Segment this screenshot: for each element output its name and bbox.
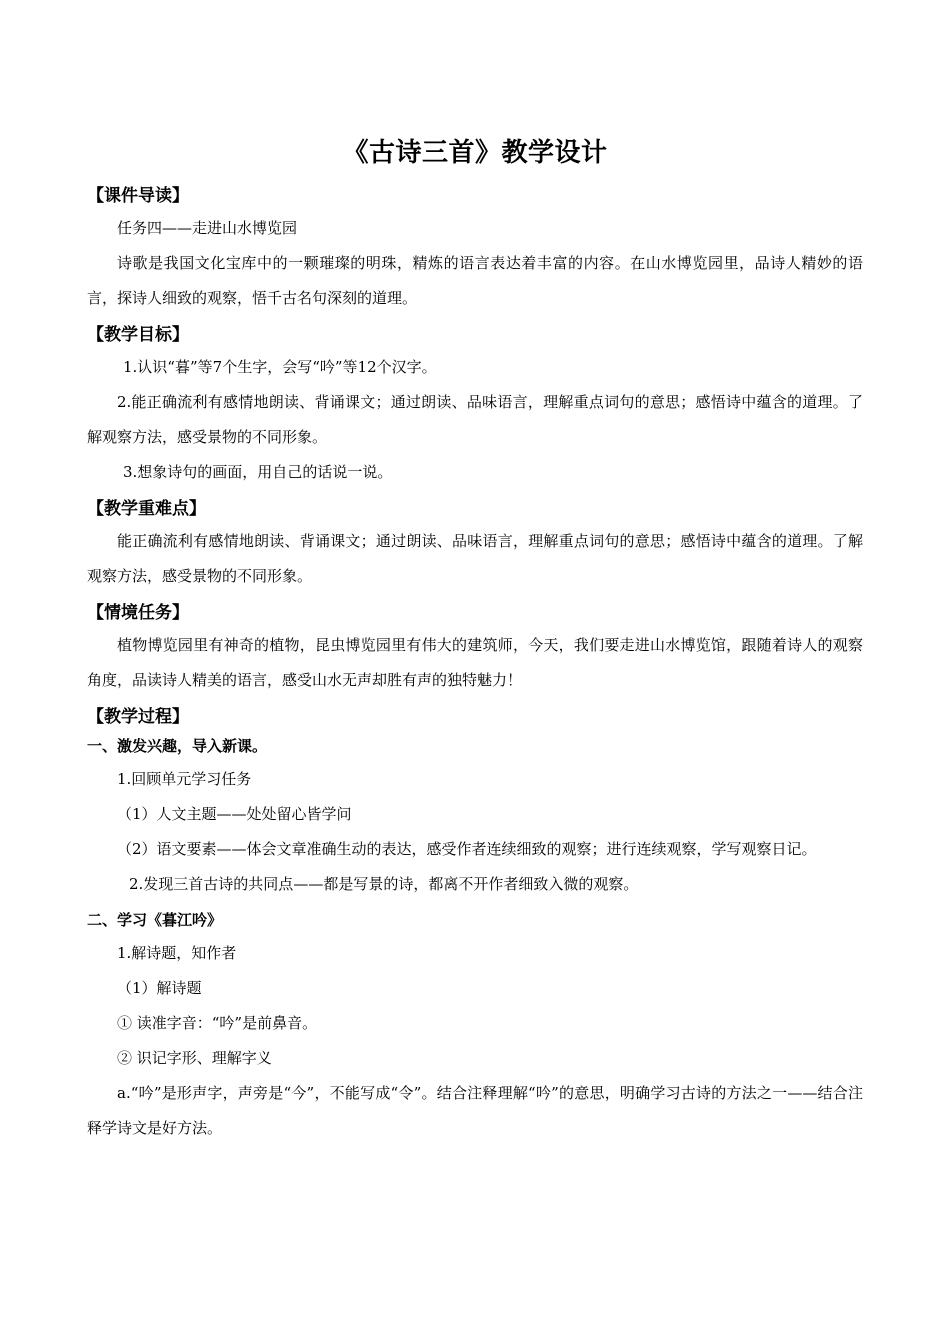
document-page: [87, 137, 863, 1146]
list-item: 1.解诗题，知作者: [117, 944, 237, 962]
list-item: a.“吟”是形声字，声旁是“今”，不能写成“令”。结合注释理解“吟”的意思，明确学习古诗的方法之一——结合注释学诗文是好方法。: [87, 1084, 863, 1137]
process-part1-heading: 一、激发兴趣，导入新课。: [87, 737, 268, 755]
section-heading-keypoints: 【教学重难点】: [87, 499, 206, 519]
goal-item: 2.能正确流利有感情地朗读、背诵课文；通过朗读、品味语言，理解重点词句的意思；感悟诗中蕴含的道理。了解观察方法，感受景物的不同形象。: [87, 393, 863, 446]
list-item: ② 识记字形、理解字义: [117, 1049, 272, 1067]
goal-item: 1.认识“暮”等7个生字，会写“吟”等12个汉字。: [123, 358, 437, 376]
paragraph: 任务四——走进山水博览园: [117, 219, 298, 237]
section-heading-scenario: 【情境任务】: [87, 603, 189, 623]
list-item: （1）人文主题——处处留心皆学问: [117, 805, 352, 823]
paragraph: 能正确流利有感情地朗读、背诵课文；通过朗读、品味语言，理解重点词句的意思；感悟诗中蕴含的道理。了解观察方法，感受景物的不同形象。: [87, 532, 863, 585]
paragraph: 植物博览园里有神奇的植物，昆虫博览园里有伟大的建筑师，今天，我们要走进山水博览馆，跟随着诗人的观察角度，品读诗人精美的语言，感受山水无声却胜有声的独特魅力！: [87, 636, 863, 689]
goal-item: 3.想象诗句的画面，用自己的话说一说。: [123, 463, 393, 481]
list-item: 2.发现三首古诗的共同点——都是写景的诗，都离不开作者细致入微的观察。: [129, 875, 639, 893]
section-heading-intro: 【课件导读】: [87, 186, 189, 206]
list-item: （2）语文要素——体会文章准确生动的表达，感受作者连续细致的观察；进行连续观察，学写观察日记。: [117, 840, 817, 858]
list-item: 1.回顾单元学习任务: [117, 770, 252, 788]
list-item: （1）解诗题: [117, 979, 202, 997]
paragraph: 诗歌是我国文化宝库中的一颗璀璨的明珠，精炼的语言表达着丰富的内容。在山水博览园里，品诗人精妙的语言，探诗人细致的观察，悟千古名句深刻的道理。: [87, 254, 863, 307]
list-item: ① 读准字音：“吟”是前鼻音。: [117, 1014, 318, 1032]
page-title: 《古诗三首》教学设计: [342, 138, 608, 168]
process-part2-heading: 二、学习《暮江吟》: [87, 911, 223, 929]
section-heading-goals: 【教学目标】: [87, 325, 189, 345]
section-heading-process: 【教学过程】: [87, 707, 189, 727]
